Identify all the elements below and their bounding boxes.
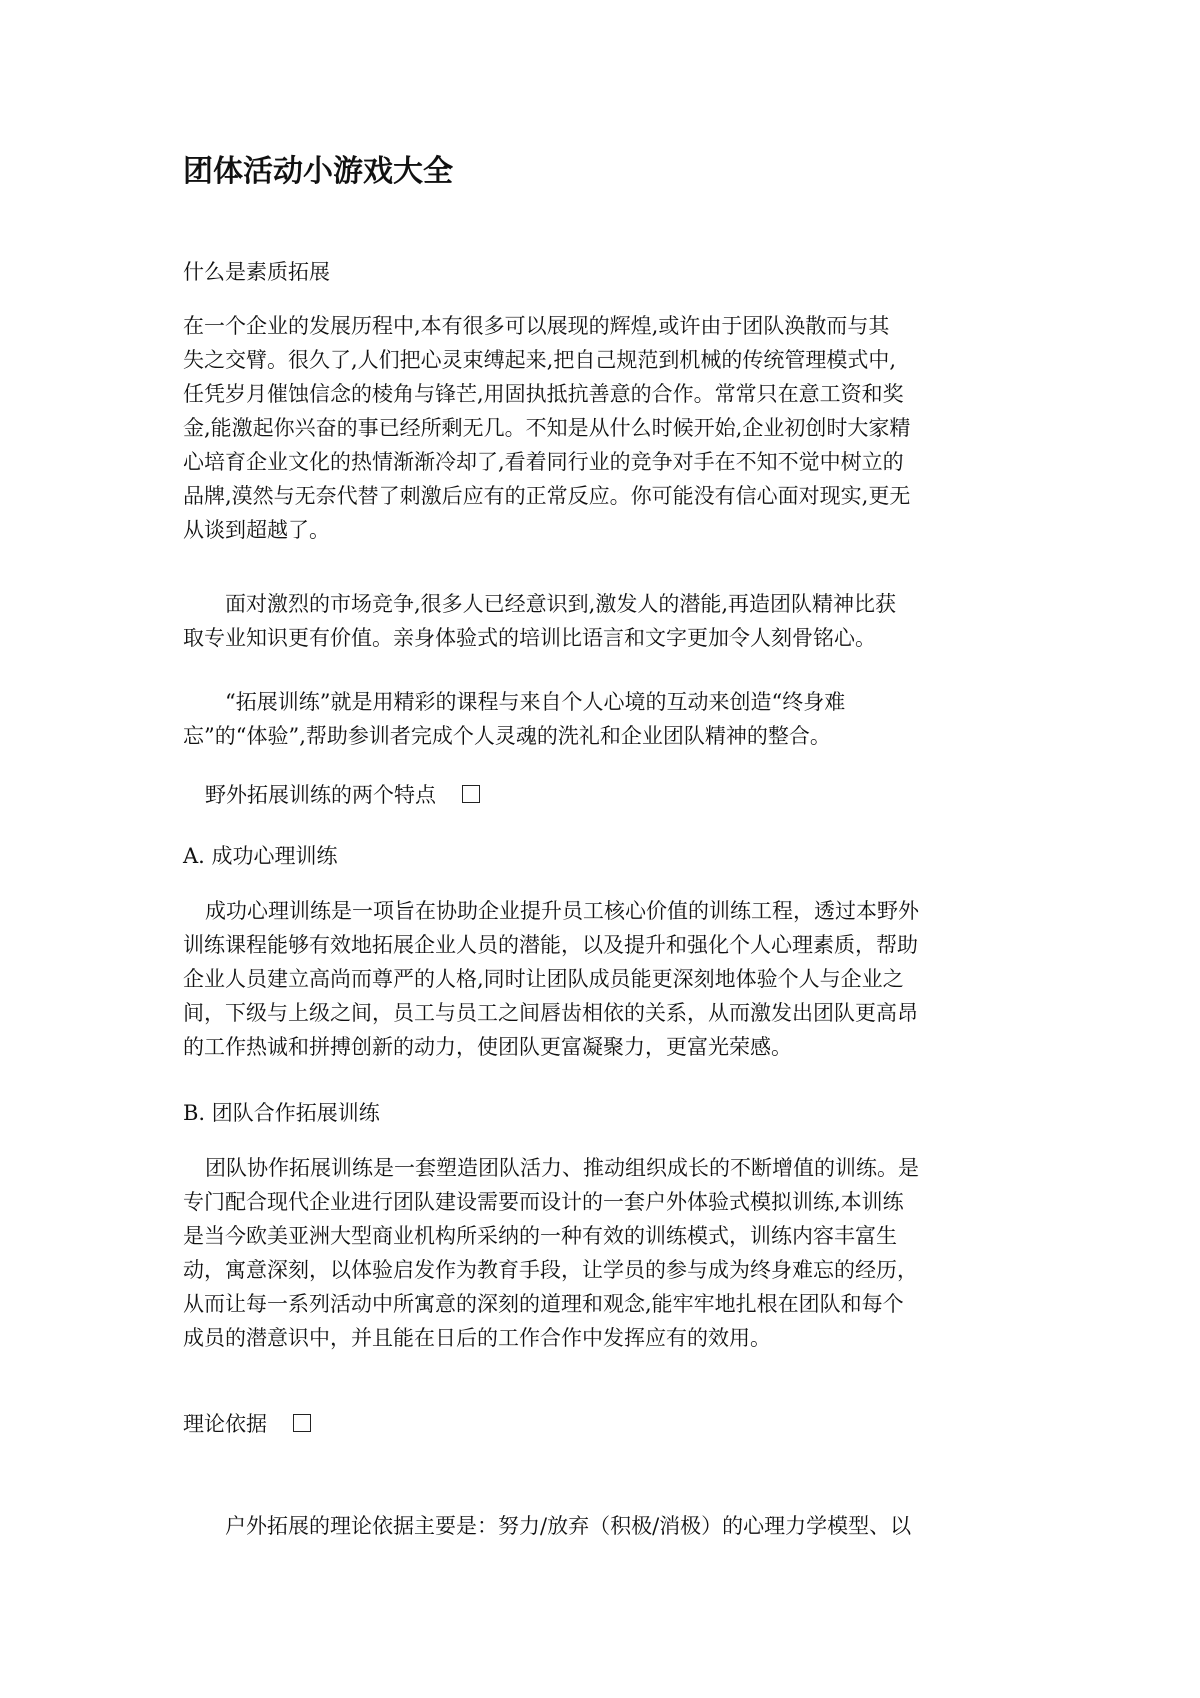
text-line: 的工作热诚和拼搏创新的动力，使团队更富凝聚力，更富光荣感。	[183, 1035, 792, 1059]
paragraph-team-training	[183, 1151, 1023, 1355]
text-line: 动，寓意深刻，以体验启发作为教育手段，让学员的参与成为终身难忘的经历，	[183, 1258, 918, 1282]
text-line: 金,能激起你兴奋的事已经所剩无几。不知是从什么时候开始,企业初创时大家精	[183, 416, 911, 440]
paragraph-intro	[183, 309, 1023, 547]
section-heading-features	[183, 780, 1045, 810]
checkbox-icon	[462, 785, 480, 803]
text-line: 是当今欧美亚洲大型商业机构所采纳的一种有效的训练模式，训练内容丰富生	[183, 1224, 897, 1248]
paragraph-theory	[183, 1509, 1023, 1543]
section-heading-theory	[183, 1409, 1023, 1439]
theory-heading-text: 理论依据	[183, 1412, 267, 1436]
text-line: 团队协作拓展训练是一套塑造团队活力、推动组织成长的不断增值的训练。是	[205, 1156, 919, 1180]
subheading-a: A. 成功心理训练	[183, 844, 338, 868]
text-line: 取专业知识更有价值。亲身体验式的培训比语言和文字更加令人刻骨铭心。	[183, 626, 876, 650]
section-heading-what-is: 什么是素质拓展	[183, 260, 330, 284]
text-line: 成员的潜意识中，并且能在日后的工作合作中发挥应有的效用。	[183, 1326, 771, 1350]
text-line: 企业人员建立高尚而尊严的人格,同时让团队成员能更深刻地体验个人与企业之	[183, 967, 904, 991]
features-heading-text: 野外拓展训练的两个特点	[205, 783, 436, 807]
page-title: 团体活动小游戏大全	[183, 154, 453, 189]
subheading-b: B. 团队合作拓展训练	[183, 1101, 380, 1125]
text-line: “拓展训练”就是用精彩的课程与来自个人心境的互动来创造“终身难	[225, 690, 846, 714]
paragraph-competition	[183, 587, 1023, 655]
text-line: 从谈到超越了。	[183, 518, 330, 542]
checkbox-icon	[293, 1414, 311, 1432]
text-line: 心培育企业文化的热情渐渐冷却了,看着同行业的竞争对手在不知不觉中树立的	[183, 450, 904, 474]
paragraph-training-definition	[183, 685, 1023, 753]
text-line: 失之交臂。很久了,人们把心灵束缚起来,把自己规范到机械的传统管理模式中,	[183, 348, 897, 372]
text-line: 训练课程能够有效地拓展企业人员的潜能，以及提升和强化个人心理素质，帮助	[183, 933, 918, 957]
text-line: 间，下级与上级之间，员工与员工之间唇齿相依的关系，从而激发出团队更高昂	[183, 1001, 918, 1025]
text-line: 从而让每一系列活动中所寓意的深刻的道理和观念,能牢牢地扎根在团队和每个	[183, 1292, 904, 1316]
text-line: 在一个企业的发展历程中,本有很多可以展现的辉煌,或许由于团队涣散而与其	[183, 314, 890, 338]
paragraph-success-training	[183, 894, 1023, 1064]
text-line: 面对激烈的市场竞争,很多人已经意识到,激发人的潜能,再造团队精神比获	[225, 592, 897, 616]
text-line: 成功心理训练是一项旨在协助企业提升员工核心价值的训练工程，透过本野外	[205, 899, 919, 923]
text-line: 忘”的“体验”,帮助参训者完成个人灵魂的洗礼和企业团队精神的整合。	[183, 724, 831, 748]
text-line: 任凭岁月催蚀信念的棱角与锋芒,用固执抵抗善意的合作。常常只在意工资和奖	[183, 382, 904, 406]
text-line: 户外拓展的理论依据主要是：努力/放弃（积极/消极）的心理力学模型、以	[225, 1514, 912, 1538]
text-line: 品牌,漠然与无奈代替了刺激后应有的正常反应。你可能没有信心面对现实,更无	[183, 484, 911, 508]
text-line: 专门配合现代企业进行团队建设需要而设计的一套户外体验式模拟训练,本训练	[183, 1190, 904, 1214]
